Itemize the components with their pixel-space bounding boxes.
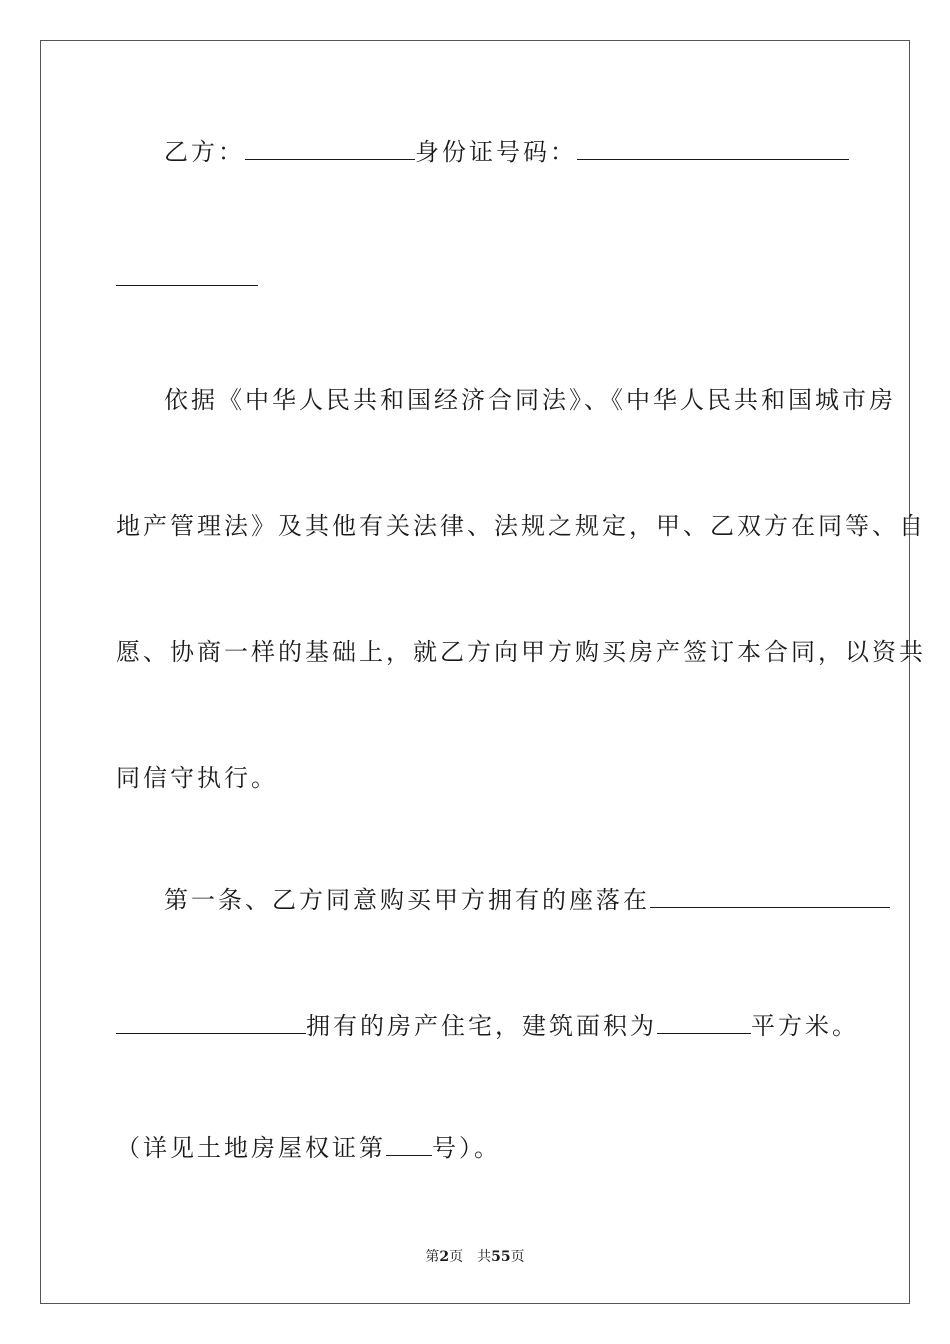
location-blank[interactable] — [650, 885, 890, 908]
location-blank-continued[interactable] — [116, 1011, 306, 1034]
paragraph-line: 依据《中华人民共和国经济合同法》、《中华人民共和国城市房 — [164, 386, 896, 414]
article-1-line — [164, 884, 890, 916]
footer-total-pages: 55 — [491, 1249, 511, 1265]
footer-text: 页 共 — [449, 1249, 492, 1265]
article-1-suffix: 平方米。 — [751, 1012, 859, 1040]
page-border — [40, 40, 910, 1304]
footer-page-number: 2 — [439, 1249, 450, 1265]
certificate-note-suffix: 号）。 — [432, 1134, 501, 1162]
paragraph-line: 愿、协商一样的基础上，就乙方向甲方购买房产签订本合同，以资共 — [116, 638, 926, 666]
area-blank[interactable] — [657, 1011, 751, 1034]
article-1-line — [116, 1010, 859, 1042]
certificate-number-blank[interactable] — [386, 1133, 432, 1156]
party-b-name-blank[interactable] — [245, 137, 415, 160]
id-number-blank-continued[interactable] — [116, 263, 258, 286]
page-footer — [0, 1248, 950, 1266]
id-number-label: 身份证号码： — [415, 138, 577, 166]
party-b-label: 乙方： — [164, 138, 245, 166]
certificate-note-prefix: （详见土地房屋权证第 — [116, 1134, 386, 1162]
certificate-note-line — [116, 1132, 501, 1164]
article-1-prefix: 第一条、乙方同意购买甲方拥有的座落在 — [164, 886, 650, 914]
footer-text: 页 — [510, 1249, 525, 1265]
id-number-blank[interactable] — [577, 137, 849, 160]
paragraph-line: 地产管理法》及其他有关法律、法规之规定，甲、乙双方在同等、自 — [116, 512, 926, 540]
id-number-continuation — [116, 262, 258, 294]
footer-text: 第 — [425, 1249, 440, 1265]
party-b-line — [164, 136, 849, 168]
article-1-mid: 拥有的房产住宅，建筑面积为 — [306, 1012, 657, 1040]
paragraph-line: 同信守执行。 — [116, 764, 278, 792]
